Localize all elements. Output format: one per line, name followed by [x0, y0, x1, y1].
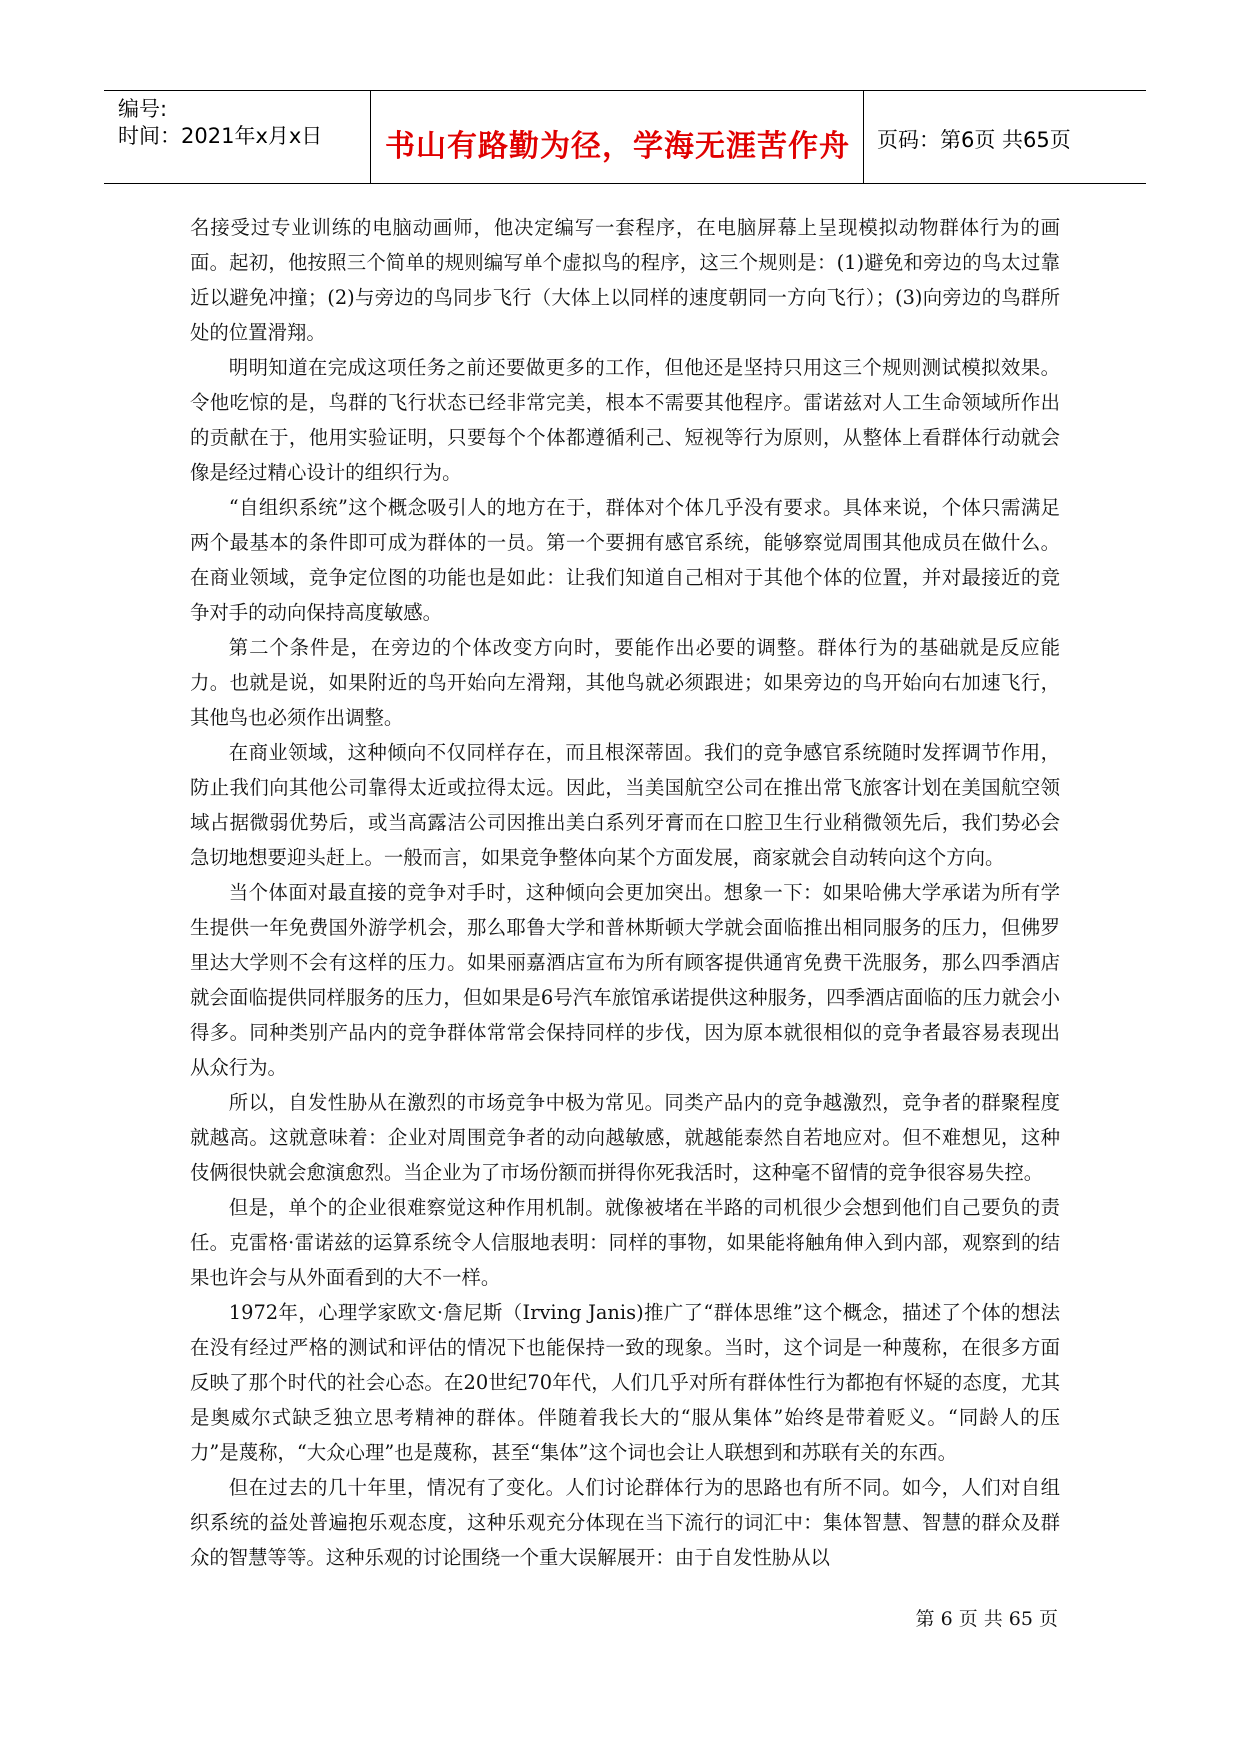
- paragraph: 但是，单个的企业很难察觉这种作用机制。就像被堵在半路的司机很少会想到他们自己要负的责任。克雷格·雷诺兹的运算系统令人信服地表明：同样的事物，如果能将触角伸入到内部，观察到的结果也许会与从外面看到的大不一样。: [190, 1196, 1060, 1289]
- paragraph: 当个体面对最直接的竞争对手时，这种倾向会更加突出。想象一下：如果哈佛大学承诺为所有学生提供一年免费国外游学机会，那么耶鲁大学和普林斯顿大学就会面临推出相同服务的压力，但佛罗里达大学则不会有这样的压力。如果丽嘉酒店宣布为所有顾客提供通宵免费干洗服务，那么四季酒店就会面临提供同样服务的压力，但如果是6号汽车旅馆承诺提供这种服务，四季酒店面临的压力就会小得多。同种类别产品内的竞争群体常常会保持同样的步伐，因为原本就很相似的竞争者最容易表现出从众行为。: [190, 881, 1060, 1079]
- time-label: 时间：2021年x月x日: [118, 124, 323, 148]
- header-info-cell: [104, 91, 371, 183]
- paragraph: “自组织系统”这个概念吸引人的地方在于，群体对个体几乎没有要求。具体来说，个体只需满足两个最基本的条件即可成为群体的一员。第一个要拥有感官系统，能够察觉周围其他成员在做什么。在商业领域，竞争定位图的功能也是如此：让我们知道自己相对于其他个体的位置，并对最接近的竞争对手的动向保持高度敏感。: [190, 496, 1060, 624]
- paragraph: 明明知道在完成这项任务之前还要做更多的工作，但他还是坚持只用这三个规则测试模拟效果。令他吃惊的是，鸟群的飞行状态已经非常完美，根本不需要其他程序。雷诺兹对人工生命领域所作出的贡献在于，他用实验证明，只要每个个体都遵循利己、短视等行为原则，从整体上看群体行动就会像是经过精心设计的组织行为。: [190, 356, 1060, 484]
- paragraph: 1972年，心理学家欧文·詹尼斯（Irving Janis)推广了“群体思维”这个概念，描述了个体的想法在没有经过严格的测试和评估的情况下也能保持一致的现象。当时，这个词是一种蔑称，在很多方面反映了那个时代的社会心态。在20世纪70年代，人们几乎对所有群体性行为都抱有怀疑的态度，尤其是奥威尔式缺乏独立思考精神的群体。伴随着我长大的“服从集体”始终是带着贬义。“同龄人的压力”是蔑称，“大众心理”也是蔑称，甚至“集体”这个词也会让人联想到和苏联有关的东西。: [190, 1301, 1060, 1464]
- paragraph: 所以，自发性胁从在激烈的市场竞争中极为常见。同类产品内的竞争越激烈，竞争者的群聚程度就越高。这就意味着：企业对周围竞争者的动向越敏感，就越能泰然自若地应对。但不难想见，这种伎俩很快就会愈演愈烈。当企业为了市场份额而拼得你死我活时，这种毫不留情的竞争很容易失控。: [190, 1091, 1060, 1184]
- paragraph: 但在过去的几十年里，情况有了变化。人们讨论群体行为的思路也有所不同。如今，人们对自组织系统的益处普遍抱乐观态度，这种乐观充分体现在当下流行的词汇中：集体智慧、智慧的群众及群众的智慧等等。这种乐观的讨论围绕一个重大误解展开：由于自发性胁从以: [190, 1476, 1060, 1569]
- header-motto-cell: [372, 91, 864, 183]
- serial-number-label: 编号:: [118, 97, 168, 121]
- paragraph: 在商业领域，这种倾向不仅同样存在，而且根深蒂固。我们的竞争感官系统随时发挥调节作用，防止我们向其他公司靠得太近或拉得太远。因此，当美国航空公司在推出常飞旅客计划在美国航空领域占据微弱优势后，或当高露洁公司因推出美白系列牙膏而在口腔卫生行业稍微领先后，我们势必会急切地想要迎头赶上。一般而言，如果竞争整体向某个方面发展，商家就会自动转向这个方向。: [190, 741, 1060, 869]
- page-header: [104, 90, 1146, 184]
- paragraph: 名接受过专业训练的电脑动画师，他决定编写一套程序，在电脑屏幕上呈现模拟动物群体行为的画面。起初，他按照三个简单的规则编写单个虚拟鸟的程序，这三个规则是：(1)避免和旁边的鸟太过靠近以避免冲撞；(2)与旁边的鸟同步飞行（大体上以同样的速度朝同一方向飞行）；(3)向旁边的鸟群所处的位置滑翔。: [190, 216, 1060, 344]
- header-page-cell: [865, 91, 1146, 183]
- document-body: [190, 210, 1060, 1575]
- page-footer: 第 6 页 共 65 页: [915, 1608, 1058, 1630]
- page-code: 页码：第6页 共65页: [877, 128, 1071, 152]
- paragraph: 第二个条件是，在旁边的个体改变方向时，要能作出必要的调整。群体行为的基础就是反应能力。也就是说，如果附近的鸟开始向左滑翔，其他鸟就必须跟进；如果旁边的鸟开始向右加速飞行，其他鸟也必须作出调整。: [190, 636, 1060, 729]
- motto: 书山有路勤为径，学海无涯苦作舟: [385, 129, 850, 164]
